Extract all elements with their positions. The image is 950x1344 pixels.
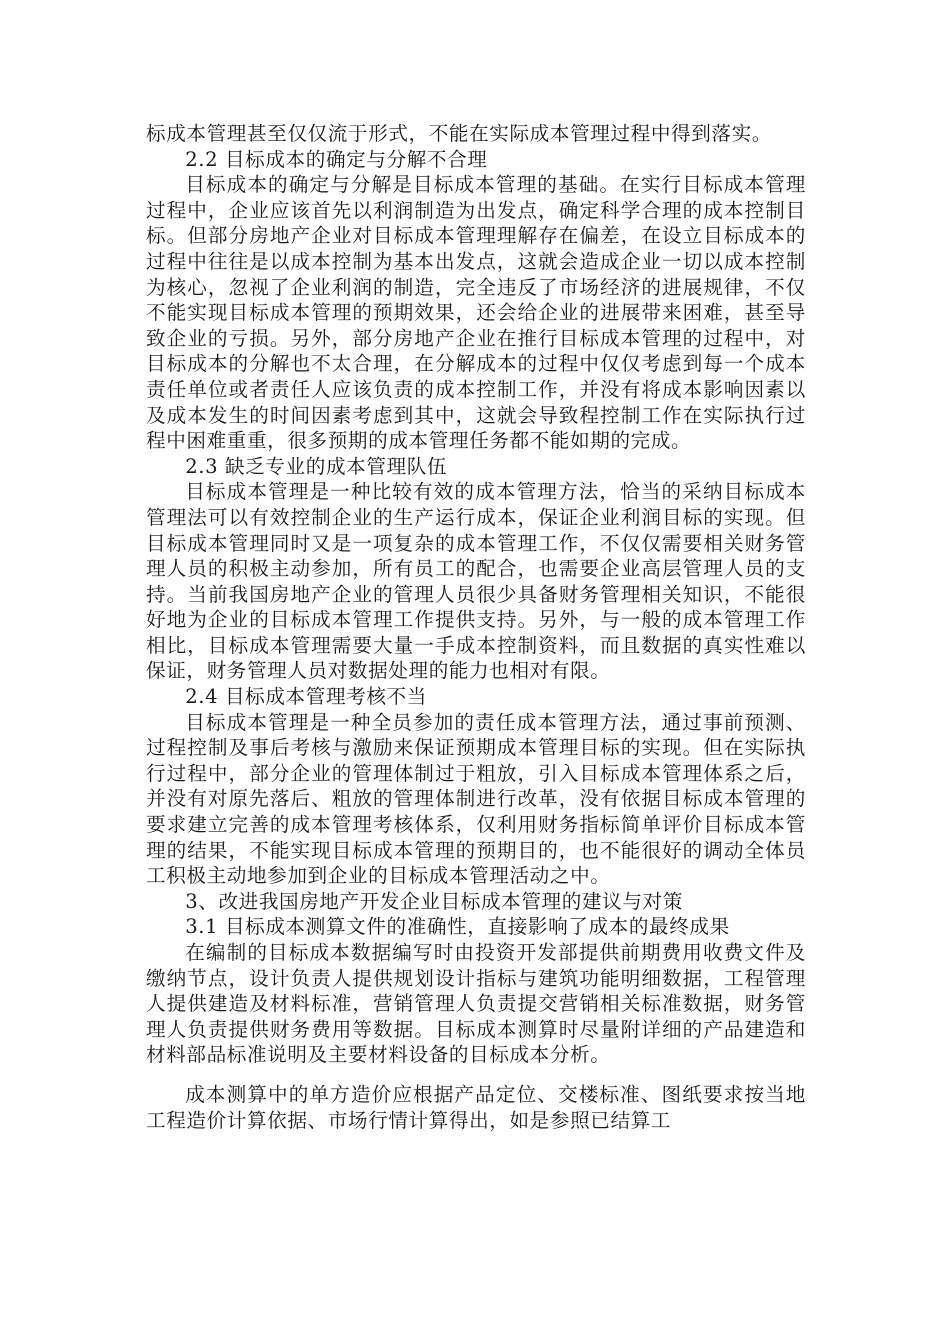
section-heading-3: 3、改进我国房地产开发企业目标成本管理的建议与对策 xyxy=(185,889,683,913)
section-heading-2-2: 2.2 目标成本的确定与分解不合理 xyxy=(185,147,488,171)
paragraph-2-3: 目标成本管理是一种比较有效的成本管理方法，恰当的采纳目标成本管理法可以有效控制企业的生产运行成本，保证企业利润目标的实现。但目标成本管理同时又是一项复杂的成本管理工作，不仅仅需要相关财务管理人员的积极主动参加，所有员工的配合，也需要企业高层管理人员的支持。当前我国房地产企业的管理人员很少具备财务管理相关知识，不能很好地为企业的目标成本管理工作提供支持。另外，与一般的成本管理工作相比，目标成本管理需要大量一手成本控制资料，而且数据的真实性难以保证，财务管理人员对数据处理的能力也相对有限。 xyxy=(146,480,806,683)
paragraph-3-1: 在编制的目标成本数据编写时由投资开发部提供前期费用收费文件及缴纳节点，设计负责人提供规划设计指标与建筑功能明细数据，工程管理人提供建造及材料标准，营销管理人负责提交营销相关标准数据，财务管理人负责提供财务费用等数据。目标成本测算时尽量附详细的产品建造和材料部品标准说明及主要材料设备的目标成本分析。 xyxy=(146,941,806,1067)
paragraph-2-4: 目标成本管理是一种全员参加的责任成本管理方法，通过事前预测、过程控制及事后考核与激励来保证预期成本管理目标的实现。但在实际执行过程中，部分企业的管理体制过于粗放，引入目标成本管理体系之后，并没有对原先落后、粗放的管理体制进行改革，没有依据目标成本管理的要求建立完善的成本管理考核体系，仅利用财务指标简单评价目标成本管理的结果，不能实现目标成本管理的预期目的，也不能很好的调动全体员工积极主动地参加到企业的目标成本管理活动之中。 xyxy=(146,710,806,888)
section-heading-3-1: 3.1 目标成本测算文件的准确性，直接影响了成本的最终成果 xyxy=(185,915,730,939)
document-page xyxy=(146,121,806,1133)
paragraph-continuation: 标成本管理甚至仅仅流于形式，不能在实际成本管理过程中得到落实。 xyxy=(146,122,773,145)
paragraph-2-2: 目标成本的确定与分解是目标成本管理的基础。在实行目标成本管理过程中，企业应该首先以利润制造为出发点，确定科学合理的成本控制目标。但部分房地产企业对目标成本管理理解存在偏差，在设立目标成本的过程中往往是以成本控制为基本出发点，这就会造成企业一切以成本控制为核心，忽视了企业利润的制造，完全违反了市场经济的进展规律，不仅不能实现目标成本管理的预期效果，还会给企业的进展带来困难，甚至导致企业的亏损。另外，部分房地产企业在推行目标成本管理的过程中，对目标成本的分解也不太合理，在分解成本的过程中仅仅考虑到每一个成本责任单位或者责任人应该负责的成本控制工作，并没有将成本影响因素以及成本发生的时间因素考虑到其中，这就会导致程控制工作在实际执行过程中困难重重，很多预期的成本管理任务都不能如期的完成。 xyxy=(146,173,806,453)
section-heading-2-3: 2.3 缺乏专业的成本管理队伍 xyxy=(185,454,448,478)
section-heading-2-4: 2.4 目标成本管理考核不当 xyxy=(185,685,427,709)
paragraph-spacer xyxy=(146,1068,806,1082)
paragraph-3-1-cost-estimate: 成本测算中的单方造价应根据产品定位、交楼标准、图纸要求按当地工程造价计算依据、市场行情计算得出，如是参照已结算工 xyxy=(146,1082,806,1132)
